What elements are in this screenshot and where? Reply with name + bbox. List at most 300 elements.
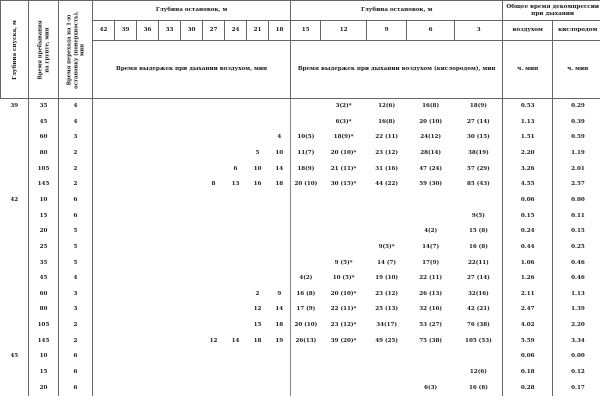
total-air-cell: 0.06: [503, 193, 553, 209]
total-oxygen-cell: 0.17: [553, 381, 600, 397]
header-stops-depth-left: Глубина остановок, м: [93, 1, 291, 21]
stop-time-cell: [159, 146, 181, 162]
stop-time-cell: [203, 224, 225, 240]
table-row: [1, 99, 600, 115]
stay-time-cell: 145: [29, 333, 59, 349]
stop-time-cell: [203, 255, 225, 271]
stop-time-cell: 10: [275, 150, 284, 157]
stay-time-cell: 45: [29, 271, 59, 287]
total-air-cell: 0.18: [503, 365, 553, 381]
stop-time-cell: 18: [275, 322, 284, 329]
total-air-cell: 0.15: [503, 209, 553, 225]
stop-time-cell: [247, 224, 269, 240]
stop-time-cell: [291, 349, 321, 365]
stop-time-cell: [181, 255, 203, 271]
stay-time-cell: 15: [29, 365, 59, 381]
stop-time-cell: [181, 271, 203, 287]
stop-time-cell: [367, 365, 407, 381]
transfer-time-cell: 4: [59, 99, 93, 115]
header-transfer-time: Время перехода на 1-ю остановку (поверхность), мин: [59, 1, 93, 99]
stop-time-cell: 9(5)*: [378, 244, 395, 251]
stop-time-cell: [203, 318, 225, 334]
stop-time-cell: [181, 240, 203, 256]
descent-depth-cell: [1, 146, 29, 162]
total-oxygen-cell: 0.00: [553, 349, 600, 365]
stop-time-cell: [115, 146, 137, 162]
total-air-cell: 2.20: [503, 146, 553, 162]
total-oxygen-cell: 0.15: [553, 224, 600, 240]
stop-time-cell: [115, 287, 137, 303]
stop-time-cell: [115, 115, 137, 131]
stop-time-cell: [203, 271, 225, 287]
stop-time-cell: [247, 115, 269, 131]
stop-time-cell: [159, 287, 181, 303]
table-row: [1, 271, 600, 287]
stop-time-cell: [115, 333, 137, 349]
stop-depth-header: 15: [291, 21, 321, 41]
header-stay-time: Время пребывания на грунте, мин: [29, 1, 59, 99]
stay-time-cell: 35: [29, 99, 59, 115]
stop-time-cell: 20 (10): [291, 177, 321, 193]
stay-time-cell: 105: [29, 318, 59, 334]
descent-depth-cell: [1, 255, 29, 271]
stop-time-cell: 20 (10): [419, 118, 443, 125]
stop-time-cell: [203, 302, 225, 318]
stop-time-cell: [407, 365, 455, 381]
stop-time-cell: 12(6): [469, 369, 487, 376]
transfer-time-cell: 6: [59, 349, 93, 365]
stop-time-cell: 20 (10): [291, 318, 321, 334]
transfer-time-cell: 3: [59, 130, 93, 146]
stop-time-cell: [407, 209, 455, 225]
stop-time-cell: [159, 209, 181, 225]
stop-time-cell: [93, 99, 115, 115]
stop-time-cell: [159, 271, 181, 287]
stop-time-cell: 18(9): [291, 161, 321, 177]
stop-depth-header: 3: [455, 21, 503, 41]
stop-time-cell: [115, 161, 137, 177]
stop-time-cell: [247, 130, 269, 146]
descent-depth-cell: 42: [10, 197, 19, 204]
stop-time-cell: [269, 271, 291, 287]
stop-time-cell: 105 (53): [465, 337, 492, 344]
stop-time-cell: [203, 130, 225, 146]
stop-time-cell: [115, 318, 137, 334]
header-hold-air-oxygen: Время выдержек при дыхании воздухом (кислородом), мин: [291, 41, 503, 99]
stop-time-cell: [93, 115, 115, 131]
stop-time-cell: [181, 99, 203, 115]
stop-time-cell: [137, 130, 159, 146]
transfer-time-cell: 6: [59, 209, 93, 225]
stop-time-cell: [137, 177, 159, 193]
stop-time-cell: [115, 193, 137, 209]
total-air-cell: 2.47: [503, 302, 553, 318]
table-row: [1, 161, 600, 177]
stop-time-cell: [407, 193, 455, 209]
stop-time-cell: [159, 130, 181, 146]
stay-time-cell: 80: [29, 302, 59, 318]
stop-time-cell: [159, 161, 181, 177]
stop-time-cell: [321, 209, 367, 225]
stay-time-cell: 80: [29, 146, 59, 162]
table-row: [1, 318, 600, 334]
stop-time-cell: [115, 177, 137, 193]
descent-depth-cell: [1, 381, 29, 397]
stop-time-cell: [115, 271, 137, 287]
table-row: [1, 333, 600, 349]
stop-time-cell: [291, 255, 321, 271]
transfer-time-cell: 2: [59, 146, 93, 162]
stop-time-cell: [247, 193, 269, 209]
stop-time-cell: [321, 240, 367, 256]
stop-time-cell: 32(16): [467, 290, 489, 297]
stop-time-cell: [137, 381, 159, 397]
stop-time-cell: 12: [253, 306, 262, 313]
total-oxygen-cell: 0.59: [553, 130, 600, 146]
stop-time-cell: [367, 209, 407, 225]
total-air-cell: 4.55: [503, 177, 553, 193]
descent-depth-cell: [1, 271, 29, 287]
stay-time-cell: 60: [29, 287, 59, 303]
stop-time-cell: [93, 255, 115, 271]
total-air-cell: 4.02: [503, 318, 553, 334]
stop-time-cell: 22 (11): [375, 134, 399, 141]
stop-time-cell: [159, 302, 181, 318]
stop-time-cell: [269, 381, 291, 397]
stop-time-cell: [225, 224, 247, 240]
total-oxygen-cell: 1.13: [553, 287, 600, 303]
stop-time-cell: 10: [253, 165, 262, 172]
stop-time-cell: [181, 146, 203, 162]
stop-time-cell: [269, 349, 291, 365]
header-stops-depth-right: Глубина остановок, м: [291, 1, 503, 21]
stop-time-cell: [115, 240, 137, 256]
stop-time-cell: [137, 224, 159, 240]
descent-depth-cell: [1, 302, 29, 318]
stop-time-cell: [181, 130, 203, 146]
stop-time-cell: [269, 365, 291, 381]
header-oxygen: кислородом: [553, 21, 600, 41]
total-oxygen-cell: 1.19: [553, 146, 600, 162]
stop-time-cell: 23 (12)*: [330, 322, 357, 329]
stop-time-cell: 16: [253, 181, 262, 188]
stop-time-cell: [291, 365, 321, 381]
transfer-time-cell: 5: [59, 255, 93, 271]
descent-depth-cell: 39: [10, 103, 19, 110]
stop-time-cell: [181, 287, 203, 303]
total-air-cell: 0.44: [503, 240, 553, 256]
stop-time-cell: [137, 318, 159, 334]
transfer-time-cell: 2: [59, 161, 93, 177]
stop-time-cell: [137, 161, 159, 177]
stop-time-cell: [137, 115, 159, 131]
stop-time-cell: 19: [275, 337, 284, 344]
stop-time-cell: [269, 115, 291, 131]
stop-time-cell: 47 (24): [419, 165, 443, 172]
stop-time-cell: [115, 381, 137, 397]
stop-time-cell: [159, 99, 181, 115]
transfer-time-cell: 2: [59, 177, 93, 193]
stop-time-cell: 12: [209, 337, 218, 344]
stop-time-cell: 4(2): [291, 271, 321, 287]
stop-time-cell: [115, 99, 137, 115]
stop-time-cell: [269, 209, 291, 225]
stop-time-cell: [93, 287, 115, 303]
stop-time-cell: [137, 302, 159, 318]
stop-time-cell: 39 (20)*: [330, 337, 357, 344]
stop-time-cell: [137, 99, 159, 115]
stop-time-cell: [321, 381, 367, 397]
total-oxygen-cell: 1.39: [553, 302, 600, 318]
stop-time-cell: [225, 255, 247, 271]
table-row: [1, 381, 600, 397]
stop-time-cell: [115, 349, 137, 365]
stop-time-cell: [181, 381, 203, 397]
stop-time-cell: [203, 161, 225, 177]
stop-time-cell: [225, 381, 247, 397]
stop-time-cell: [291, 224, 321, 240]
table-row: [1, 209, 600, 225]
stop-time-cell: [93, 161, 115, 177]
stop-time-cell: 26(13): [291, 333, 321, 349]
stop-depth-header: 21: [247, 21, 269, 41]
stop-time-cell: 30 (15): [467, 134, 490, 141]
stop-time-cell: [203, 193, 225, 209]
stop-time-cell: [455, 349, 503, 365]
descent-depth-cell: 45: [10, 353, 19, 360]
total-air-cell: 3.26: [503, 161, 553, 177]
stop-time-cell: [269, 255, 291, 271]
descent-depth-cell: [1, 318, 29, 334]
stop-time-cell: [367, 224, 407, 240]
stop-time-cell: [247, 365, 269, 381]
stop-time-cell: [159, 381, 181, 397]
stop-time-cell: [407, 349, 455, 365]
descent-depth-cell: [1, 240, 29, 256]
stop-time-cell: [93, 240, 115, 256]
stop-time-cell: 59 (30): [419, 181, 443, 188]
stop-time-cell: [93, 177, 115, 193]
stop-time-cell: [93, 381, 115, 397]
stop-time-cell: [93, 302, 115, 318]
stop-time-cell: [137, 209, 159, 225]
stop-time-cell: [115, 365, 137, 381]
table-row: [1, 240, 600, 256]
total-oxygen-cell: 0.00: [553, 193, 600, 209]
stop-time-cell: [203, 146, 225, 162]
stop-time-cell: [137, 365, 159, 381]
stop-time-cell: 18: [253, 337, 262, 344]
transfer-time-cell: 6: [59, 193, 93, 209]
stop-time-cell: 22 (11): [419, 275, 443, 282]
stop-time-cell: 14: [275, 165, 284, 172]
stop-time-cell: [367, 381, 407, 397]
stop-time-cell: [115, 255, 137, 271]
stop-time-cell: 23 (12): [375, 150, 399, 157]
stop-time-cell: 6(3): [424, 384, 438, 391]
stop-time-cell: [247, 349, 269, 365]
stop-time-cell: [181, 193, 203, 209]
stop-depth-header: 12: [321, 21, 367, 41]
stop-depth-header: 6: [407, 21, 455, 41]
stop-time-cell: 14: [231, 337, 240, 344]
stop-time-cell: [159, 115, 181, 131]
stop-time-cell: 20 (10)*: [330, 150, 357, 157]
stop-time-cell: 10(5): [291, 130, 321, 146]
stop-time-cell: [159, 193, 181, 209]
stop-depth-header: 9: [367, 21, 407, 41]
stop-time-cell: 9 (5)*: [334, 259, 353, 266]
total-air-cell: 1.51: [503, 130, 553, 146]
stop-time-cell: 9: [277, 290, 282, 297]
stop-time-cell: [93, 224, 115, 240]
total-oxygen-cell: 0.46: [553, 255, 600, 271]
stop-time-cell: [181, 349, 203, 365]
header-units-air: ч. мин: [503, 41, 553, 99]
header-air: воздухом: [503, 21, 553, 41]
total-air-cell: 0.06: [503, 349, 553, 365]
descent-depth-cell: [1, 209, 29, 225]
stop-time-cell: 27 (14): [467, 118, 490, 125]
stop-time-cell: 57 (29): [467, 165, 490, 172]
stop-time-cell: [269, 193, 291, 209]
stop-time-cell: [225, 99, 247, 115]
descent-depth-cell: [1, 177, 29, 193]
stop-time-cell: [159, 365, 181, 381]
stop-time-cell: [225, 240, 247, 256]
stop-time-cell: 14: [275, 306, 284, 313]
stop-time-cell: [115, 224, 137, 240]
stop-time-cell: [159, 177, 181, 193]
total-oxygen-cell: 2.57: [553, 177, 600, 193]
stop-time-cell: 75 (38): [419, 337, 443, 344]
stop-depth-header: 24: [225, 21, 247, 41]
stop-time-cell: 4(2): [424, 228, 438, 235]
stop-time-cell: [225, 115, 247, 131]
stop-depth-header: 18: [269, 21, 291, 41]
stop-time-cell: [225, 193, 247, 209]
stay-time-cell: 20: [29, 381, 59, 397]
total-oxygen-cell: 0.29: [553, 99, 600, 115]
stop-time-cell: [115, 302, 137, 318]
stop-time-cell: [137, 271, 159, 287]
stop-time-cell: [93, 333, 115, 349]
stop-time-cell: 18: [275, 181, 284, 188]
stop-time-cell: [159, 240, 181, 256]
descent-depth-cell: [1, 333, 29, 349]
stop-time-cell: [181, 115, 203, 131]
stop-time-cell: 3(2)*: [335, 103, 352, 110]
total-air-cell: 0.53: [503, 99, 553, 115]
transfer-time-cell: 2: [59, 318, 93, 334]
stop-time-cell: 24(12): [420, 134, 442, 141]
stop-time-cell: [203, 365, 225, 381]
stop-time-cell: [203, 99, 225, 115]
stop-time-cell: [367, 349, 407, 365]
stop-time-cell: [137, 349, 159, 365]
stop-time-cell: [159, 224, 181, 240]
stop-time-cell: [181, 333, 203, 349]
descent-depth-cell: [1, 365, 29, 381]
total-air-cell: 5.59: [503, 333, 553, 349]
transfer-time-cell: 2: [59, 333, 93, 349]
descent-depth-cell: [1, 115, 29, 131]
stop-time-cell: 12(6): [378, 103, 396, 110]
decompression-table-body: [1, 99, 600, 397]
stay-time-cell: 45: [29, 115, 59, 131]
total-oxygen-cell: 2.20: [553, 318, 600, 334]
stop-time-cell: 26 (13): [419, 290, 443, 297]
stop-time-cell: 28(14): [420, 150, 442, 157]
stop-time-cell: [181, 177, 203, 193]
stay-time-cell: 145: [29, 177, 59, 193]
stop-time-cell: [115, 209, 137, 225]
table-row: [1, 287, 600, 303]
stop-depth-header: 27: [203, 21, 225, 41]
stop-time-cell: [181, 318, 203, 334]
stop-time-cell: 4: [277, 134, 282, 141]
stop-time-cell: [181, 365, 203, 381]
stop-time-cell: [247, 99, 269, 115]
header-hold-air: Время выдержек при дыхании воздухом, мин: [93, 41, 291, 99]
stop-time-cell: [247, 271, 269, 287]
stop-time-cell: 10 (5)*: [332, 275, 355, 282]
stop-time-cell: [269, 224, 291, 240]
stop-time-cell: 9(5): [471, 212, 485, 219]
stop-time-cell: [93, 146, 115, 162]
stop-time-cell: 21 (11)*: [330, 165, 357, 172]
total-air-cell: 0.24: [503, 224, 553, 240]
stop-time-cell: 8: [211, 181, 216, 188]
stop-time-cell: [291, 99, 321, 115]
stop-time-cell: 6(3)*: [335, 118, 352, 125]
stop-time-cell: 38(19): [467, 150, 489, 157]
stop-time-cell: [225, 365, 247, 381]
stop-time-cell: [321, 193, 367, 209]
total-air-cell: 1.26: [503, 271, 553, 287]
stop-time-cell: [291, 115, 321, 131]
header-descent-depth: Глубина спуска, м: [1, 1, 29, 99]
stop-time-cell: 14(7): [422, 244, 440, 251]
stop-time-cell: 22(11): [467, 259, 489, 266]
stop-time-cell: [159, 349, 181, 365]
stop-time-cell: 13: [231, 181, 240, 188]
stop-time-cell: 85 (43): [467, 181, 490, 188]
stop-time-cell: [137, 333, 159, 349]
table-row: [1, 130, 600, 146]
stop-depth-header: 42: [93, 21, 115, 41]
stop-time-cell: [137, 240, 159, 256]
stop-time-cell: 22 (11)*: [330, 306, 357, 313]
descent-depth-cell: [1, 161, 29, 177]
stop-time-cell: 15: [253, 322, 262, 329]
stop-time-cell: [181, 161, 203, 177]
stop-time-cell: 5: [255, 150, 260, 157]
stay-time-cell: 60: [29, 130, 59, 146]
stay-time-cell: 25: [29, 240, 59, 256]
total-air-cell: 1.06: [503, 255, 553, 271]
stop-time-cell: [225, 287, 247, 303]
table-row: [1, 224, 600, 240]
table-row: [1, 302, 600, 318]
total-oxygen-cell: 0.39: [553, 115, 600, 131]
table-row: [1, 349, 600, 365]
stop-time-cell: [247, 381, 269, 397]
stop-time-cell: [137, 255, 159, 271]
total-air-cell: 0.28: [503, 381, 553, 397]
stop-time-cell: [247, 209, 269, 225]
stop-time-cell: [321, 349, 367, 365]
